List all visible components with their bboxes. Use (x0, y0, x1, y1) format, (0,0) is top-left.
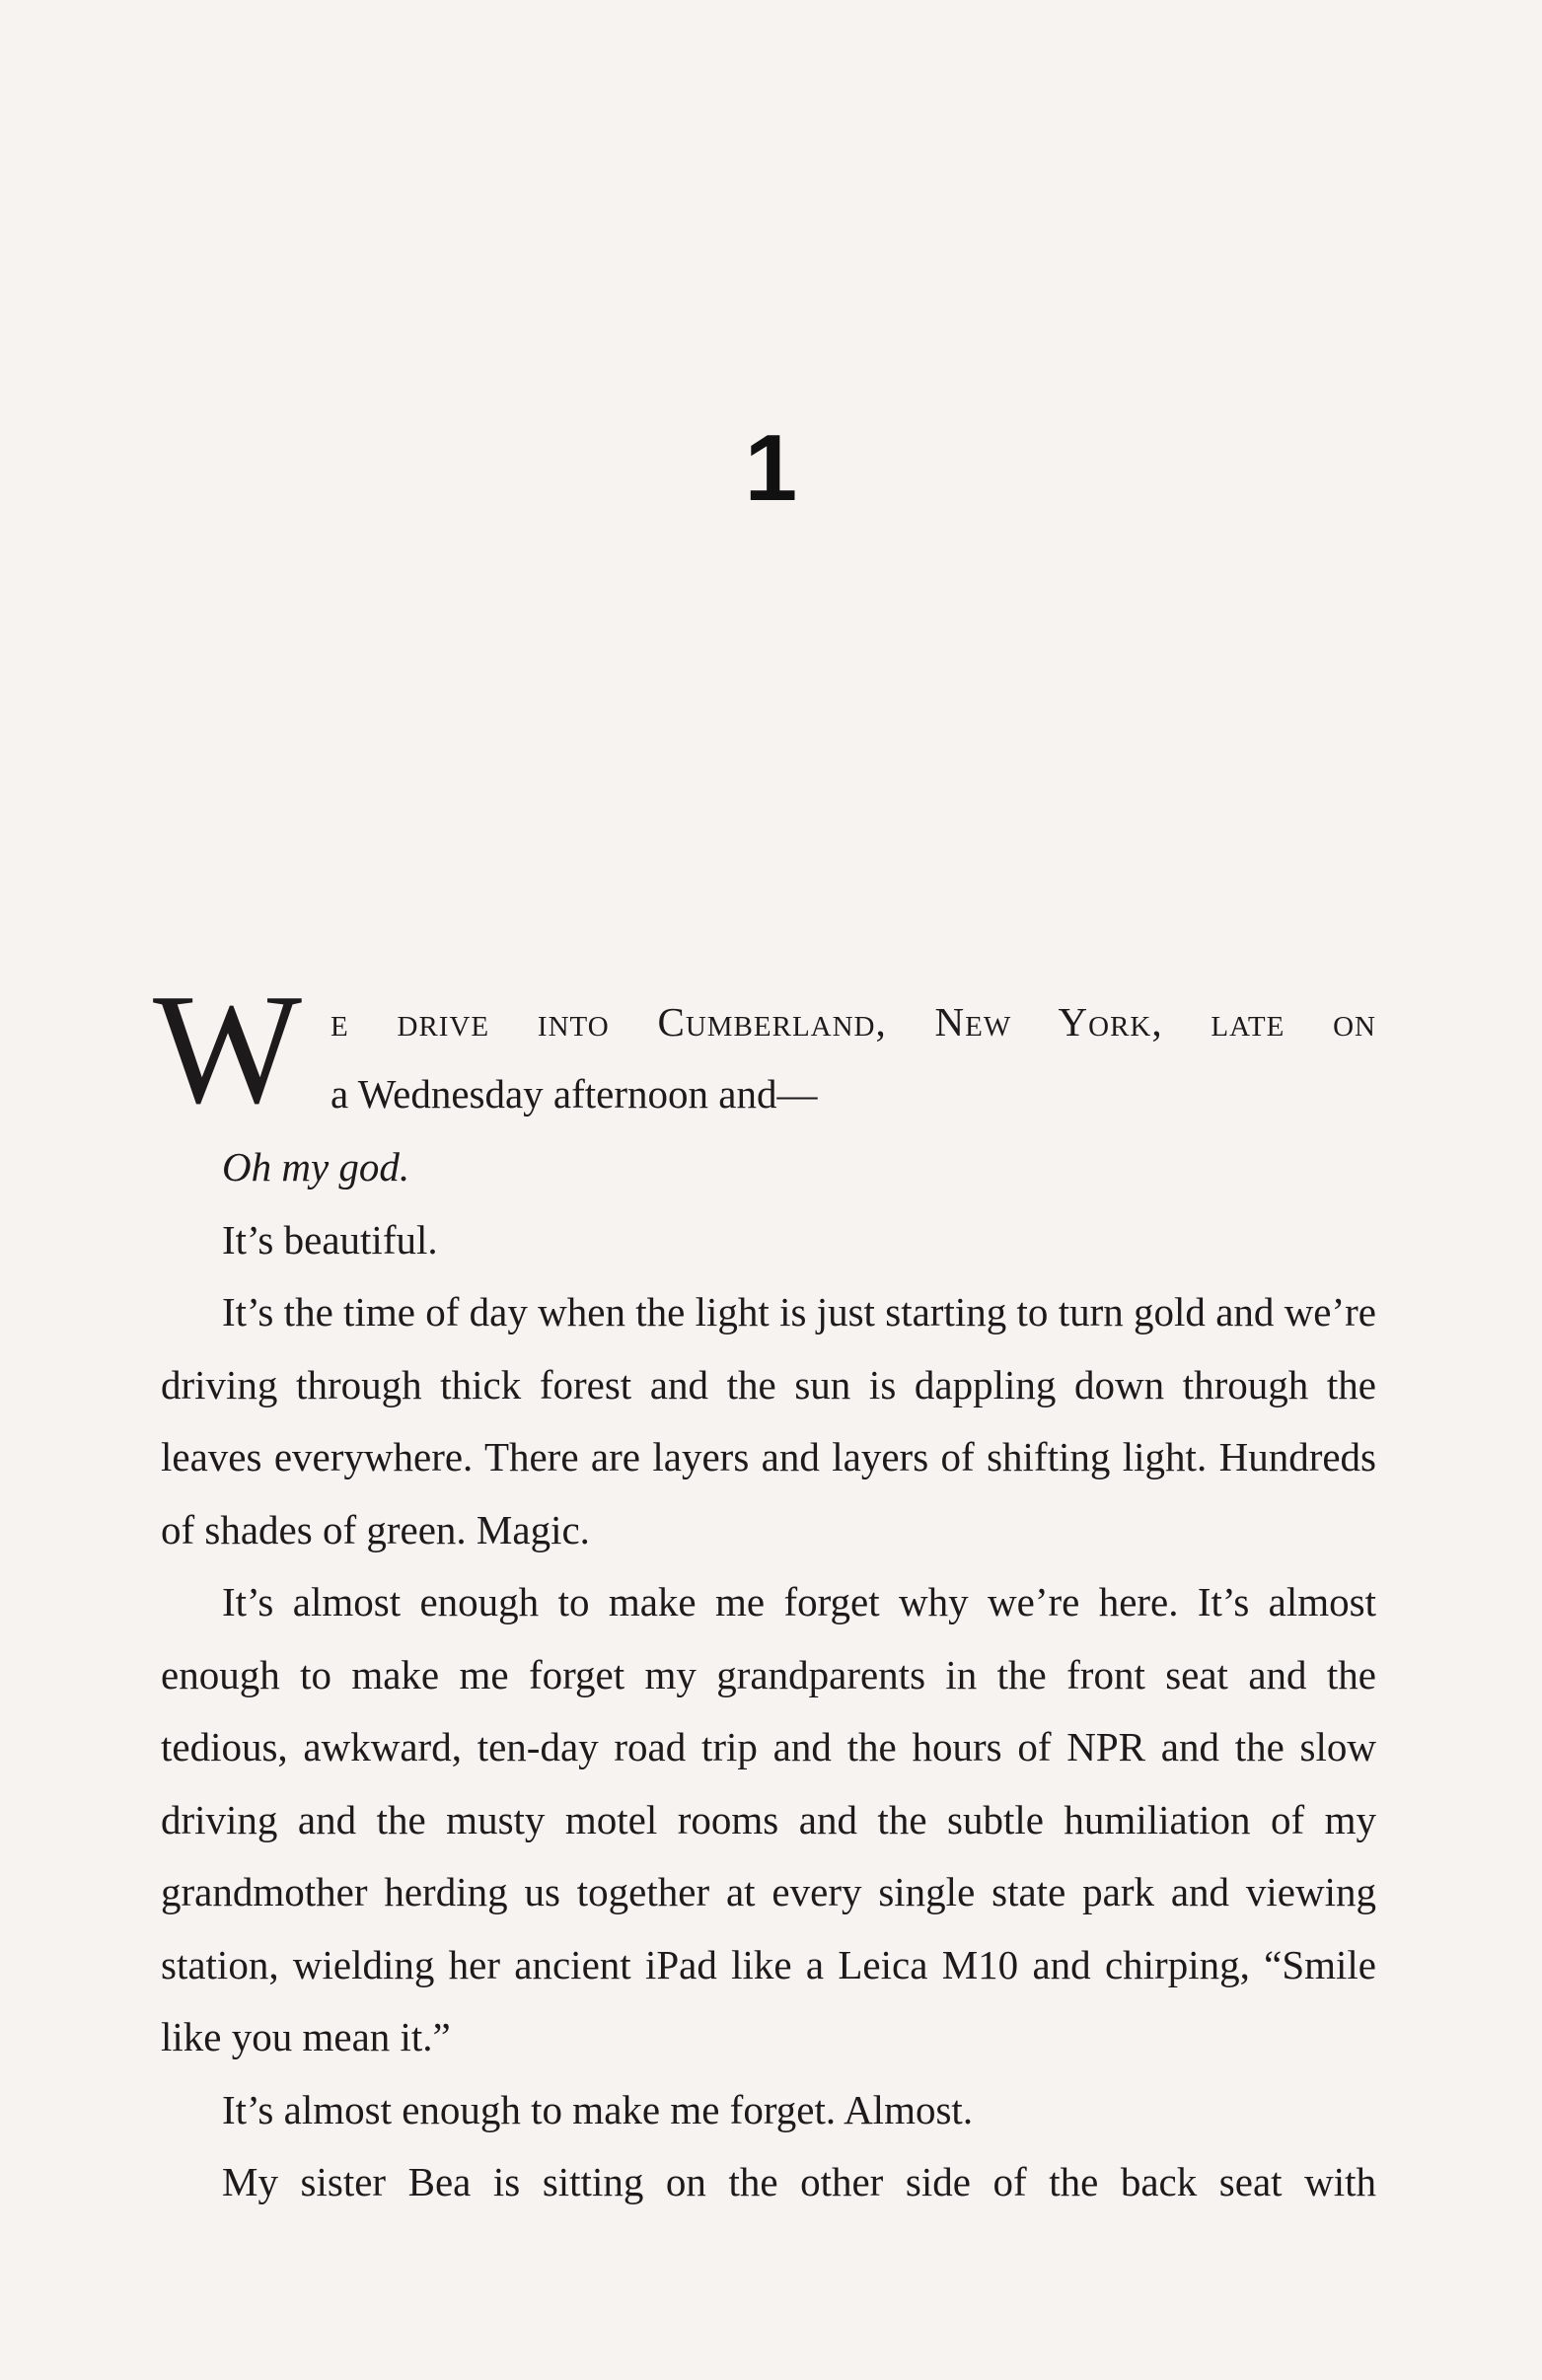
paragraph-6: My sister Bea is sitting on the other side of the back seat with (222, 2159, 1376, 2204)
opening-second-line: a Wednesday afternoon and— (330, 1071, 818, 1117)
paragraph-5: It’s almost enough to make me forget. Almost. (222, 2086, 974, 2132)
chapter-number: 1 (744, 415, 798, 521)
opening-paragraph (153, 961, 1376, 1136)
paragraph-4: It’s almost enough to make me forget why we’re here. It’s almost enough to make me forget my grandparents in the front seat and the tedious, awkward, ten-day road trip and the hours of NPR and the slow driving and the musty motel rooms and the subtle humiliation of my grandmother herding us together at every single state park and viewing station, wielding her ancient iPad like a Leica M10 and chirping, “Smile like you mean it.” (161, 1579, 1376, 2059)
chapter-text (153, 961, 1376, 2219)
drop-cap: W (153, 961, 303, 1136)
paragraph-2: It’s beautiful. (222, 1216, 438, 1262)
lead-in-small-caps: e drive into Cumberland, New York, late on (330, 999, 1376, 1045)
paragraph-1: Oh my god. (222, 1144, 410, 1190)
paragraph-3: It’s the time of day when the light is just starting to turn gold and we’re driving through thick forest and the sun is dappling down through the leaves everywhere. There are layers and layers of shifting light. Hundreds of shades of green. Magic. (161, 1289, 1376, 1552)
